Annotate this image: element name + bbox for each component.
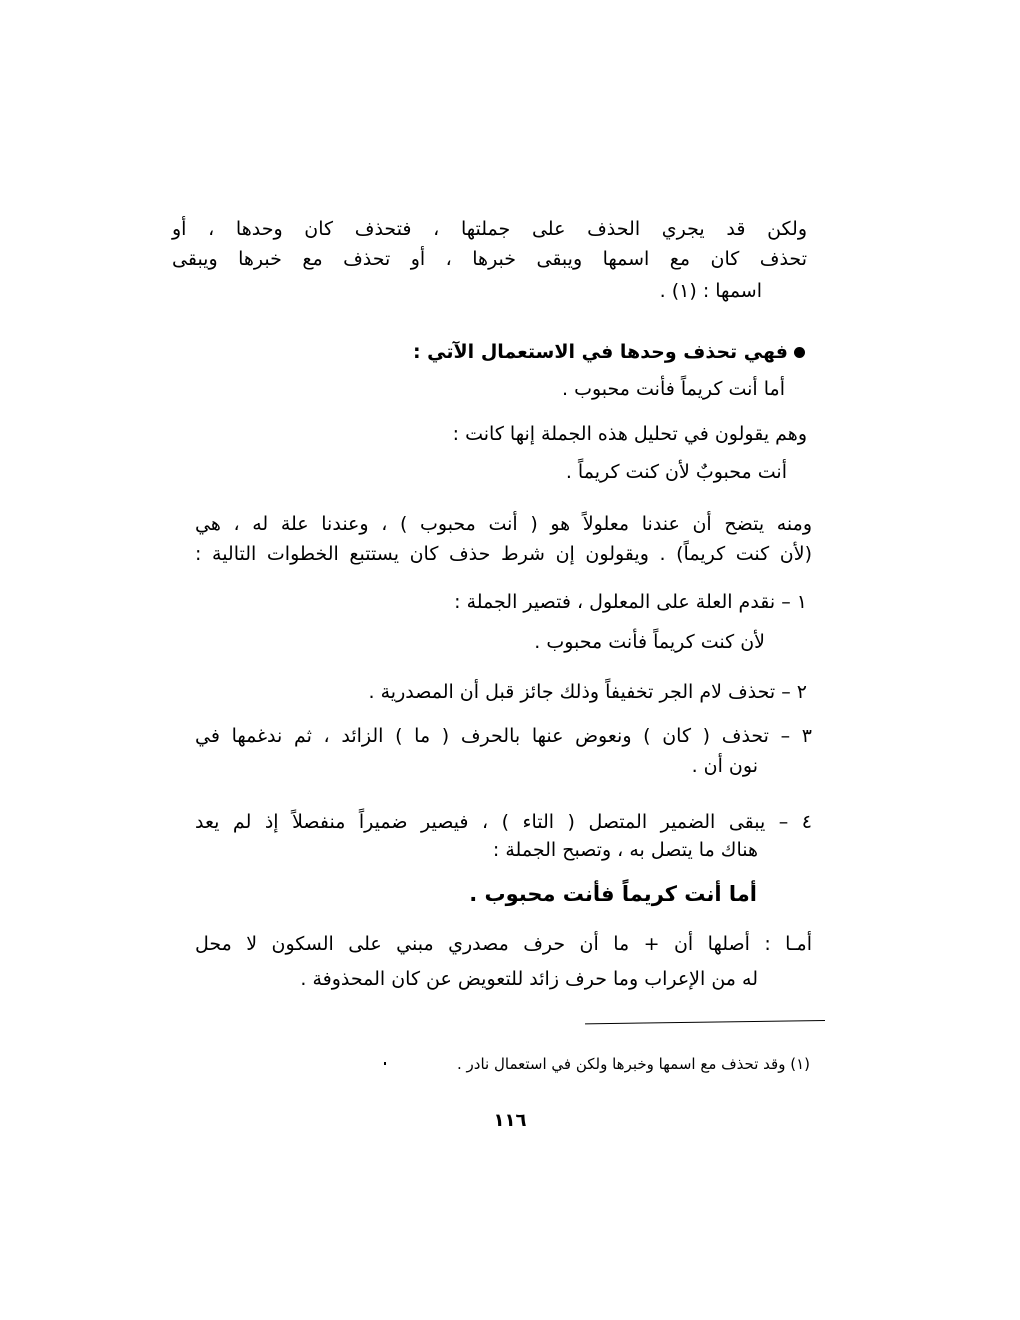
bullet-heading-text: فهي تحذف وحدها في الاستعمال الآتي :	[412, 341, 788, 363]
footnote-separator	[585, 1020, 825, 1024]
step-1-example: لأن كنت كريماً فأنت محبوب .	[534, 631, 765, 653]
analysis-intro: وهم يقولون في تحليل هذه الجملة إنها كانت :	[452, 423, 807, 445]
bullet-icon	[794, 347, 805, 358]
step-1: ١ – نقدم العلة على المعلول ، فتصير الجملة :	[454, 591, 807, 613]
bullet-heading	[413, 338, 805, 366]
note-amma-line-1: أمـا : أصلها أن + ما أن حرف مصدري مبني على السكون لا محل	[195, 933, 812, 955]
step-4-example: أما أنت كريماً فأنت محبوب .	[469, 882, 757, 906]
paragraph-2-line-1: ومنه يتضح أن عندنا معلولاً هو ( أنت محبوب ) ، وعندنا علة له ، هي	[195, 513, 812, 535]
note-amma-line-2: له من الإعراب وما حرف زائد للتعويض عن كان المحذوفة .	[300, 968, 758, 990]
paragraph-2-line-2: (لأن كنت كريماً) . ويقولون إن شرط حذف كان يستتبع الخطوات التالية :	[195, 543, 812, 565]
step-3-line-1: ٣ – تحذف ( كان ) ونعوض عنها بالحرف ( ما ) الزائد ، ثم ندغمها في	[195, 725, 812, 747]
scan-speck	[384, 1062, 386, 1065]
paragraph-1-line-1: ولكن قد يجري الحذف على جملتها ، فتحذف كان وحدها ، أو	[172, 218, 807, 240]
example-sentence-1: أما أنت كريماً فأنت محبوب .	[562, 378, 785, 400]
page-number: ١١٦	[493, 1110, 527, 1131]
paragraph-1-line-3: اسمها : (١) .	[659, 280, 762, 302]
step-3-line-2: نون أن .	[691, 755, 758, 777]
example-sentence-2: أنت محبوبٌ لأن كنت كريماً .	[565, 461, 787, 483]
step-4-line-1: ٤ – يبقى الضمير المتصل ( التاء ) ، فيصير ضميراً منفصلاً إذ لم يعد	[195, 811, 812, 833]
step-4-line-2: هناك ما يتصل به ، وتصبح الجملة :	[492, 839, 758, 861]
step-2: ٢ – تحذف لام الجر تخفيفاً وذلك جائز قبل أن المصدرية .	[368, 681, 807, 703]
paragraph-1-line-2: تحذف كان مع اسمها ويبقى خبرها ، أو تحذف مع خبرها ويبقى	[172, 248, 807, 270]
footnote: (١) وقد تحذف مع اسمها وخبرها ولكن في استعمال نادر .	[457, 1055, 810, 1073]
